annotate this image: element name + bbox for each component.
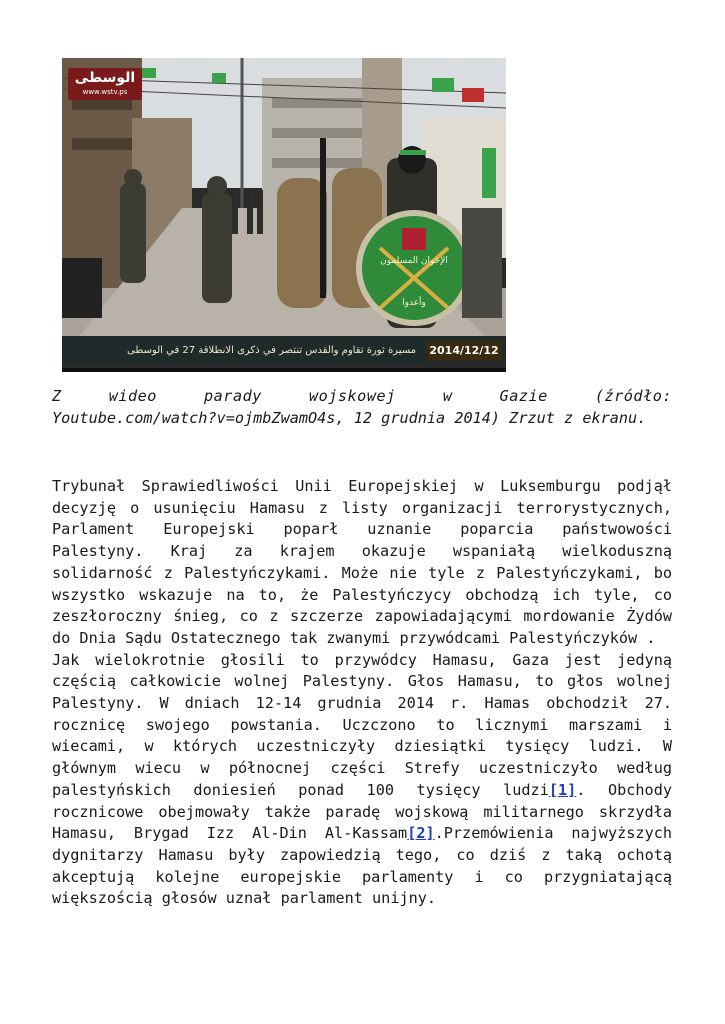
footnote-link-2[interactable]: [2]	[407, 824, 435, 843]
paragraph-2-part-c: .Przemówienia najwyższych dygnitarzy Hamasu były zapowiedzią tego, co dziś z taką ochotą akceptują kolejne europejskie parlamenty i co przygniatającą większością głosów uznał parlament unijny.	[52, 824, 673, 908]
overlay-ticker-text: مسيرة ثورة تقاوم والقدس تنتصر في ذكرى الانطلاقة 27 في الوسطى	[127, 345, 416, 356]
caption-rest: Youtube.com/watch?v=ojmbZwamO4s, 12 grudnia 2014) Zrzut z ekranu.	[52, 409, 647, 427]
paragraph-2-part-b: . Obchody rocznicowe obejmowały także paradę wojskową militarnego skrzydła Hamasu, Brygad Izz Al-Din Al-Kassam	[52, 780, 672, 843]
photo-caption	[52, 385, 672, 429]
parade-photo	[62, 58, 506, 372]
channel-logo	[68, 68, 142, 100]
parade-scene	[62, 58, 506, 368]
shield-text-bottom: وأعدوا	[402, 298, 426, 308]
channel-logo-text: الوسطى	[74, 70, 136, 86]
paragraph-2	[52, 650, 672, 910]
channel-url: www.wstv.ps	[82, 88, 128, 96]
caption-line-1: Z wideo parady wojskowej w Gazie (źródło:	[52, 387, 672, 405]
paragraph-2-part-a: Jak wielokrotnie głosili to przywódcy Hamasu, Gaza jest jedyną częścią całkowicie wolnej Palestyny. Głos Hamasu, to głos wolnej Palestyny. W dniach 12-14 grudnia 2014 r. Hamas obchodził 27. rocznicę swojego powstania. Uczczono to licznymi marszami i wiecami, w których uczestniczyły dziesiątki tysięcy ludzi. W głównym wiecu w północnej części Strefy uczestniczyło według palestyńskich doniesień ponad 100 tysięcy ludzi	[52, 650, 672, 799]
paragraph-1: Trybunał Sprawiedliwości Unii Europejskiej w Luksemburgu podjął decyzję o usunięciu Hamasu z listy organizacji terrorystycznych, Parlament Europejski poparł uznanie poparcia państwowości Palestyny. Kraj za krajem okazuje wspaniałą wielkoduszną solidarność z Palestyńczykami. Może nie tyle z Palestyńczykami, bo wszystko wskazuje na to, że Palestyńczycy obchodzą ich tyle, co zeszłoroczny śnieg, co z szczerze zapowiadającymi mordowanie Żydów do Dnia Sądu Ostatecznego tak zwanymi przywódcami Palestyńczyków .	[52, 477, 672, 647]
date-stamp: 2014/12/12	[426, 341, 502, 361]
shield-text-top: الإخوان المسلمون	[380, 256, 448, 266]
article-body	[52, 476, 672, 910]
footnote-link-1[interactable]: [1]	[548, 780, 577, 799]
